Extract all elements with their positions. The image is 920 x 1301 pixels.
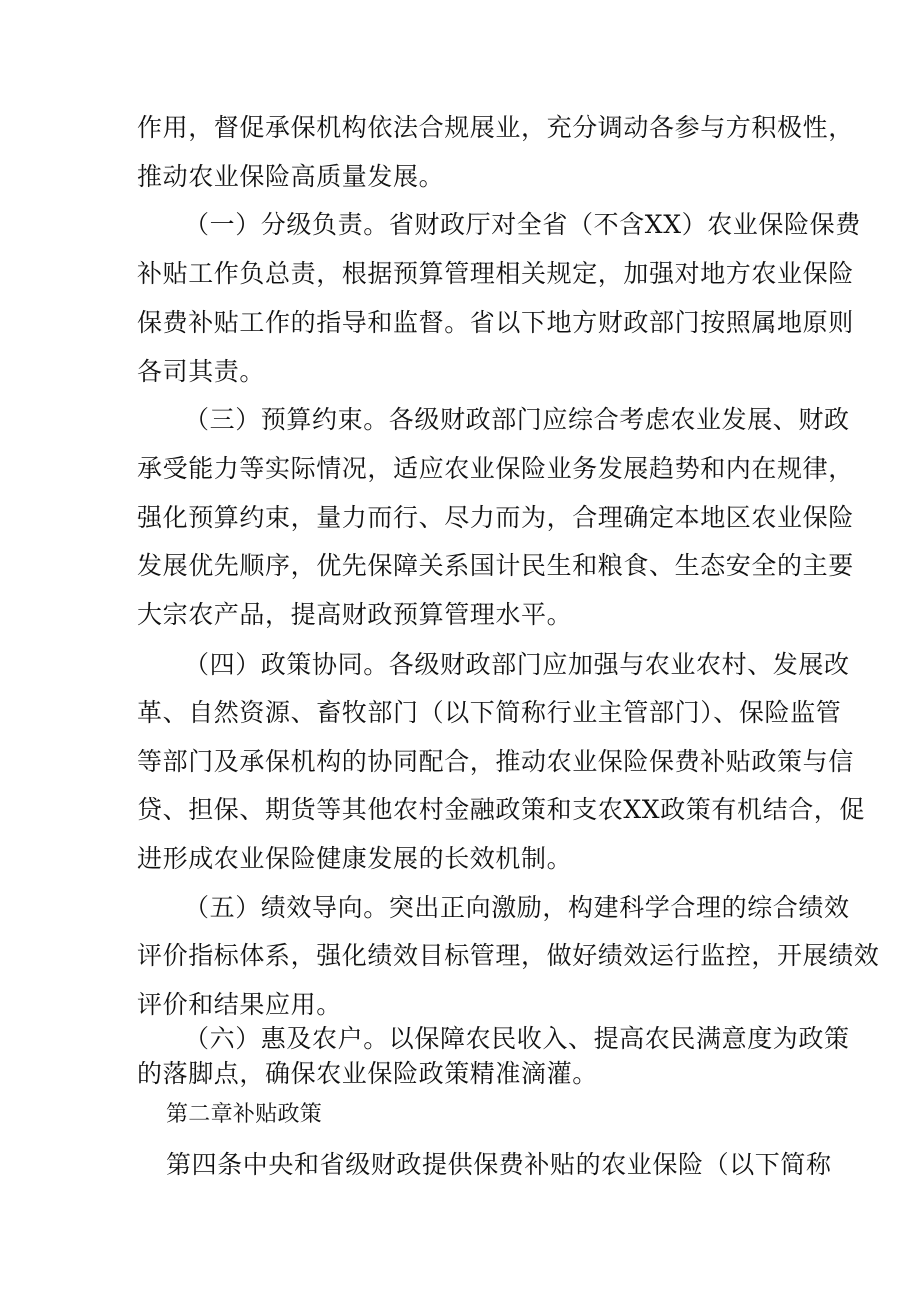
paragraph-line: （六）惠及农户。以保障农民收入、提高农民满意度为政策 [184, 1024, 850, 1053]
paragraph-line: 大宗农产品，提高财政预算管理水平。 [137, 600, 573, 629]
paragraph-line: 贷、担保、期货等其他农村金融政策和支农XX政策有机结合，促 [137, 795, 865, 824]
paragraph-line: 强化预算约束，量力而行、尽力而为，合理确定本地区农业保险 [137, 503, 854, 532]
paragraph-line: （五）绩效导向。突出正向激励，构建科学合理的综合绩效 [184, 893, 850, 922]
paragraph-line: 进形成农业保险健康发展的长效机制。 [137, 844, 573, 873]
chapter-heading: 第二章补贴政策 [166, 1102, 323, 1127]
article-line: 第四条中央和省级财政提供保费补贴的农业保险（以下简称 [166, 1150, 832, 1179]
paragraph-line: 补贴工作负总责，根据预算管理相关规定，加强对地方农业保险 [137, 259, 854, 288]
paragraph-line: 发展优先顺序，优先保障关系国计民生和粮食、生态安全的主要 [137, 551, 854, 580]
paragraph-line: 革、自然资源、畜牧部门（以下简称行业主管部门）、保险监管 [137, 698, 842, 727]
paragraph-line: 的落脚点，确保农业保险政策精准滴灌。 [137, 1059, 598, 1088]
paragraph-line: 评价和结果应用。 [137, 990, 342, 1019]
paragraph-line: 推动农业保险高质量发展。 [137, 162, 445, 191]
paragraph-line: （四）政策协同。各级财政部门应加强与农业农村、发展改 [184, 650, 850, 679]
paragraph-line: 各司其责。 [137, 357, 266, 386]
paragraph-line: 承受能力等实际情况，适应农业保险业务发展趋势和内在规律， [137, 454, 854, 483]
paragraph-line: （三）预算约束。各级财政部门应综合考虑农业发展、财政 [184, 405, 850, 434]
paragraph-line: （一）分级负责。省财政厅对全省（不含XX）农业保险保费 [184, 210, 861, 239]
paragraph-line: 作用，督促承保机构依法合规展业，充分调动各参与方积极性， [137, 113, 854, 142]
paragraph-line: 保费补贴工作的指导和监督。省以下地方财政部门按照属地原则 [137, 308, 854, 337]
paragraph-line: 评价指标体系，强化绩效目标管理，做好绩效运行监控，开展绩效 [137, 941, 880, 970]
paragraph-line: 等部门及承保机构的协同配合，推动农业保险保费补贴政策与信 [137, 747, 854, 776]
